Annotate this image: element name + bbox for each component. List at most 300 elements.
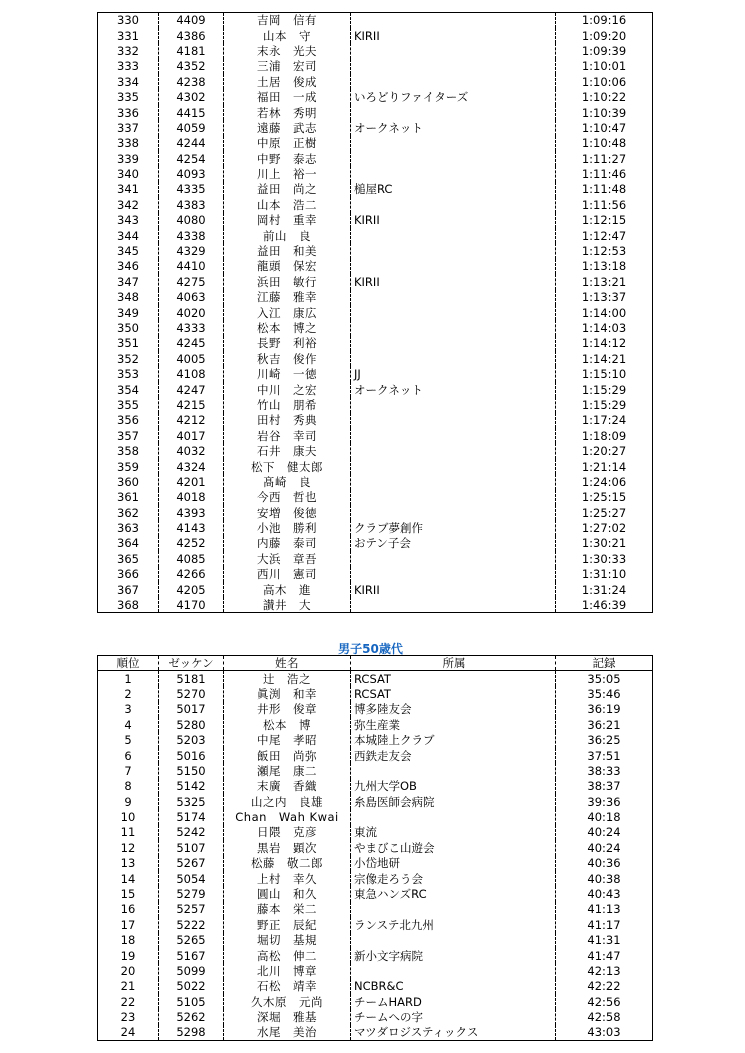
results-table-body: [98, 671, 653, 1040]
table-row: [98, 59, 653, 74]
table-row: [98, 505, 653, 520]
table-row: [98, 89, 653, 104]
cell-name: 岡村 重幸: [224, 213, 351, 228]
results-table-body: [98, 13, 653, 613]
table-row: [98, 366, 653, 381]
cell-name: 眞渕 和幸: [224, 686, 351, 701]
cell-name: 安増 俊徳: [224, 505, 351, 520]
table-row: [98, 1009, 653, 1024]
cell-time: 1:25:27: [556, 505, 653, 520]
cell-bib: 5105: [159, 994, 224, 1009]
cell-name: 長野 利裕: [224, 336, 351, 351]
cell-rank: 361: [98, 490, 159, 505]
table-row: [98, 213, 653, 228]
cell-rank: 10: [98, 809, 159, 824]
cell-bib: 4244: [159, 136, 224, 151]
cell-rank: 8: [98, 779, 159, 794]
results-table-continued: [97, 12, 653, 613]
cell-club: [351, 567, 556, 582]
cell-name: 前山 良: [224, 228, 351, 243]
cell-bib: 4063: [159, 290, 224, 305]
table-row: [98, 702, 653, 717]
header-bib: ゼッケン: [159, 656, 224, 671]
cell-time: 35:46: [556, 686, 653, 701]
cell-name: Chan Wah Kwai: [224, 809, 351, 824]
cell-time: 40:24: [556, 840, 653, 855]
cell-name: 土居 俊成: [224, 74, 351, 89]
cell-rank: 344: [98, 228, 159, 243]
cell-time: 1:12:53: [556, 243, 653, 258]
table-row: [98, 428, 653, 443]
cell-club: 西鉄走友会: [351, 748, 556, 763]
table-row: [98, 597, 653, 612]
cell-time: 1:24:06: [556, 474, 653, 489]
cell-name: 松本 博: [224, 717, 351, 732]
cell-time: 39:36: [556, 794, 653, 809]
cell-bib: 4205: [159, 582, 224, 597]
table-row: [98, 840, 653, 855]
cell-time: 1:12:15: [556, 213, 653, 228]
cell-rank: 12: [98, 840, 159, 855]
cell-club: [351, 151, 556, 166]
cell-name: 今西 哲也: [224, 490, 351, 505]
cell-name: 北川 博章: [224, 963, 351, 978]
cell-bib: 5099: [159, 963, 224, 978]
cell-club: [351, 228, 556, 243]
cell-bib: 5325: [159, 794, 224, 809]
table-row: [98, 13, 653, 28]
cell-name: 岩谷 幸司: [224, 428, 351, 443]
cell-name: 松下 健太郎: [224, 459, 351, 474]
table-row: [98, 748, 653, 763]
cell-time: 1:13:21: [556, 274, 653, 289]
table-row: [98, 994, 653, 1009]
table-header: [98, 656, 653, 671]
cell-club: いろどりファイターズ: [351, 89, 556, 104]
cell-name: 飯田 尚弥: [224, 748, 351, 763]
cell-time: 38:37: [556, 779, 653, 794]
cell-rank: 342: [98, 197, 159, 212]
cell-name: 藤本 栄二: [224, 902, 351, 917]
cell-club: RCSAT: [351, 686, 556, 701]
cell-rank: 24: [98, 1025, 159, 1040]
cell-name: 竹山 朋希: [224, 397, 351, 412]
cell-name: 野正 辰紀: [224, 917, 351, 932]
table-row: [98, 243, 653, 258]
cell-time: 38:33: [556, 763, 653, 778]
cell-time: 35:05: [556, 671, 653, 686]
cell-club: オークネット: [351, 120, 556, 135]
cell-name: 圓山 和久: [224, 886, 351, 901]
cell-rank: 16: [98, 902, 159, 917]
table-row: [98, 74, 653, 89]
cell-rank: 13: [98, 856, 159, 871]
cell-club: [351, 902, 556, 917]
cell-bib: 4266: [159, 567, 224, 582]
cell-time: 36:21: [556, 717, 653, 732]
cell-time: 1:11:46: [556, 166, 653, 181]
cell-rank: 331: [98, 28, 159, 43]
cell-bib: 5262: [159, 1009, 224, 1024]
cell-name: 遠藤 武志: [224, 120, 351, 135]
cell-club: [351, 166, 556, 181]
cell-bib: 4352: [159, 59, 224, 74]
cell-time: 1:31:10: [556, 567, 653, 582]
cell-rank: 348: [98, 290, 159, 305]
cell-rank: 335: [98, 89, 159, 104]
table-row: [98, 732, 653, 747]
cell-club: 東流: [351, 825, 556, 840]
cell-name: 吉岡 信有: [224, 13, 351, 28]
cell-club: [351, 443, 556, 458]
cell-club: チームへの字: [351, 1009, 556, 1024]
cell-club: [351, 105, 556, 120]
cell-bib: 5265: [159, 933, 224, 948]
cell-time: 42:58: [556, 1009, 653, 1024]
cell-rank: 343: [98, 213, 159, 228]
cell-rank: 21: [98, 979, 159, 994]
table-row: [98, 459, 653, 474]
cell-bib: 4032: [159, 443, 224, 458]
cell-name: 松藤 敬二郎: [224, 856, 351, 871]
cell-club: [351, 43, 556, 58]
cell-club: [351, 809, 556, 824]
cell-name: 高木 進: [224, 582, 351, 597]
cell-bib: 4108: [159, 366, 224, 381]
cell-name: 大浜 章吾: [224, 551, 351, 566]
table-row: [98, 763, 653, 778]
table-row: [98, 536, 653, 551]
cell-rank: 359: [98, 459, 159, 474]
cell-bib: 4383: [159, 197, 224, 212]
table-row: [98, 520, 653, 535]
cell-name: 高松 伸二: [224, 948, 351, 963]
cell-time: 40:18: [556, 809, 653, 824]
cell-name: 三浦 宏司: [224, 59, 351, 74]
cell-name: 中尾 孝昭: [224, 732, 351, 747]
cell-time: 37:51: [556, 748, 653, 763]
cell-club: [351, 259, 556, 274]
cell-rank: 368: [98, 597, 159, 612]
cell-time: 41:17: [556, 917, 653, 932]
cell-bib: 5267: [159, 856, 224, 871]
cell-rank: 332: [98, 43, 159, 58]
cell-time: 1:10:47: [556, 120, 653, 135]
cell-club: 槌屋RC: [351, 182, 556, 197]
table-row: [98, 197, 653, 212]
cell-time: 40:43: [556, 886, 653, 901]
cell-club: [351, 59, 556, 74]
cell-club: [351, 597, 556, 612]
cell-bib: 5242: [159, 825, 224, 840]
cell-rank: 356: [98, 413, 159, 428]
cell-club: [351, 13, 556, 28]
cell-club: KIRII: [351, 213, 556, 228]
cell-bib: 4181: [159, 43, 224, 58]
cell-name: 水尾 美治: [224, 1025, 351, 1040]
cell-time: 1:09:16: [556, 13, 653, 28]
cell-time: 1:14:00: [556, 305, 653, 320]
cell-rank: 341: [98, 182, 159, 197]
cell-rank: 345: [98, 243, 159, 258]
table-row: [98, 290, 653, 305]
cell-rank: 351: [98, 336, 159, 351]
cell-name: 内藤 泰司: [224, 536, 351, 551]
cell-time: 40:36: [556, 856, 653, 871]
table-row: [98, 136, 653, 151]
cell-rank: 2: [98, 686, 159, 701]
cell-bib: 4215: [159, 397, 224, 412]
cell-rank: 9: [98, 794, 159, 809]
table-row: [98, 320, 653, 335]
cell-name: 上村 幸久: [224, 871, 351, 886]
cell-name: 松本 博之: [224, 320, 351, 335]
cell-name: 山本 浩二: [224, 197, 351, 212]
cell-time: 1:11:56: [556, 197, 653, 212]
cell-time: 1:11:27: [556, 151, 653, 166]
cell-rank: 352: [98, 351, 159, 366]
header-rank: 順位: [98, 656, 159, 671]
cell-name: 石松 靖幸: [224, 979, 351, 994]
cell-bib: 5107: [159, 840, 224, 855]
cell-rank: 17: [98, 917, 159, 932]
cell-club: 博多陸友会: [351, 702, 556, 717]
cell-club: [351, 474, 556, 489]
cell-time: 1:21:14: [556, 459, 653, 474]
cell-name: 黒岩 顕次: [224, 840, 351, 855]
cell-name: 讃井 大: [224, 597, 351, 612]
cell-rank: 5: [98, 732, 159, 747]
cell-rank: 365: [98, 551, 159, 566]
cell-club: RCSAT: [351, 671, 556, 686]
cell-club: [351, 320, 556, 335]
cell-time: 40:38: [556, 871, 653, 886]
results-table-men-50s: [97, 655, 653, 1041]
cell-rank: 363: [98, 520, 159, 535]
cell-club: [351, 397, 556, 412]
cell-club: [351, 551, 556, 566]
cell-bib: 4393: [159, 505, 224, 520]
cell-rank: 334: [98, 74, 159, 89]
cell-rank: 14: [98, 871, 159, 886]
cell-name: 川上 裕一: [224, 166, 351, 181]
table-row: [98, 979, 653, 994]
table-row: [98, 413, 653, 428]
cell-rank: 336: [98, 105, 159, 120]
cell-time: 1:27:02: [556, 520, 653, 535]
cell-bib: 4409: [159, 13, 224, 28]
cell-time: 1:31:24: [556, 582, 653, 597]
cell-name: 小池 勝利: [224, 520, 351, 535]
table-row: [98, 351, 653, 366]
header-club: 所属: [351, 656, 556, 671]
cell-club: 新小文字病院: [351, 948, 556, 963]
table-row: [98, 43, 653, 58]
cell-name: 髙崎 良: [224, 474, 351, 489]
cell-bib: 4093: [159, 166, 224, 181]
cell-club: [351, 505, 556, 520]
cell-name: 石井 康夫: [224, 443, 351, 458]
cell-time: 43:03: [556, 1025, 653, 1040]
table-row: [98, 305, 653, 320]
table-row: [98, 567, 653, 582]
cell-rank: 19: [98, 948, 159, 963]
cell-club: [351, 459, 556, 474]
cell-rank: 357: [98, 428, 159, 443]
table-row: [98, 902, 653, 917]
cell-time: 1:46:39: [556, 597, 653, 612]
cell-name: 深堀 雅基: [224, 1009, 351, 1024]
table-row: [98, 825, 653, 840]
cell-time: 1:15:29: [556, 397, 653, 412]
cell-bib: 4017: [159, 428, 224, 443]
table-row: [98, 551, 653, 566]
cell-bib: 4335: [159, 182, 224, 197]
cell-rank: 354: [98, 382, 159, 397]
table-row: [98, 671, 653, 686]
cell-club: [351, 763, 556, 778]
cell-bib: 4252: [159, 536, 224, 551]
cell-club: [351, 933, 556, 948]
cell-time: 1:10:01: [556, 59, 653, 74]
cell-bib: 4245: [159, 336, 224, 351]
cell-club: 九州大学OB: [351, 779, 556, 794]
cell-bib: 4212: [159, 413, 224, 428]
cell-time: 1:15:10: [556, 366, 653, 381]
cell-bib: 4005: [159, 351, 224, 366]
table-row: [98, 779, 653, 794]
cell-bib: 4201: [159, 474, 224, 489]
cell-club: [351, 428, 556, 443]
table-row: [98, 336, 653, 351]
cell-time: 1:14:03: [556, 320, 653, 335]
cell-club: [351, 74, 556, 89]
cell-club: ランステ北九州: [351, 917, 556, 932]
cell-rank: 6: [98, 748, 159, 763]
cell-name: 井形 俊章: [224, 702, 351, 717]
cell-rank: 11: [98, 825, 159, 840]
cell-rank: 15: [98, 886, 159, 901]
table-row: [98, 856, 653, 871]
cell-rank: 22: [98, 994, 159, 1009]
cell-club: 東急ハンズRC: [351, 886, 556, 901]
cell-rank: 353: [98, 366, 159, 381]
cell-rank: 366: [98, 567, 159, 582]
cell-name: 田村 秀典: [224, 413, 351, 428]
cell-bib: 4238: [159, 74, 224, 89]
header-time: 記録: [556, 656, 653, 671]
cell-rank: 364: [98, 536, 159, 551]
cell-rank: 355: [98, 397, 159, 412]
table-row: [98, 963, 653, 978]
table-row: [98, 397, 653, 412]
table-row: [98, 582, 653, 597]
cell-bib: 4085: [159, 551, 224, 566]
table-row: [98, 717, 653, 732]
cell-rank: 338: [98, 136, 159, 151]
cell-bib: 4275: [159, 274, 224, 289]
cell-name: 江藤 雅幸: [224, 290, 351, 305]
cell-bib: 4333: [159, 320, 224, 335]
cell-club: マツダロジスティックス: [351, 1025, 556, 1040]
cell-rank: 347: [98, 274, 159, 289]
cell-time: 36:25: [556, 732, 653, 747]
cell-club: [351, 351, 556, 366]
cell-bib: 4410: [159, 259, 224, 274]
cell-rank: 337: [98, 120, 159, 135]
cell-time: 1:10:06: [556, 74, 653, 89]
cell-name: 龍頭 保宏: [224, 259, 351, 274]
cell-bib: 5203: [159, 732, 224, 747]
cell-time: 1:11:48: [556, 182, 653, 197]
cell-bib: 5270: [159, 686, 224, 701]
cell-time: 42:56: [556, 994, 653, 1009]
table-row: [98, 228, 653, 243]
table-row: [98, 182, 653, 197]
cell-rank: 333: [98, 59, 159, 74]
table-row: [98, 886, 653, 901]
cell-rank: 360: [98, 474, 159, 489]
cell-name: 西川 憲司: [224, 567, 351, 582]
table-row: [98, 443, 653, 458]
cell-name: 若林 秀明: [224, 105, 351, 120]
section-title: 男子50歳代: [338, 642, 403, 656]
cell-bib: 4143: [159, 520, 224, 535]
cell-time: 1:09:20: [556, 28, 653, 43]
cell-bib: 5054: [159, 871, 224, 886]
cell-name: 山本 守: [224, 28, 351, 43]
table-row: [98, 105, 653, 120]
cell-name: 中野 泰志: [224, 151, 351, 166]
cell-time: 1:20:27: [556, 443, 653, 458]
table-row: [98, 917, 653, 932]
cell-time: 1:17:24: [556, 413, 653, 428]
cell-name: 入江 康広: [224, 305, 351, 320]
table-row: [98, 809, 653, 824]
cell-time: 1:10:48: [556, 136, 653, 151]
cell-bib: 5142: [159, 779, 224, 794]
cell-club: [351, 243, 556, 258]
cell-bib: 4080: [159, 213, 224, 228]
cell-rank: 330: [98, 13, 159, 28]
cell-bib: 5174: [159, 809, 224, 824]
cell-rank: 350: [98, 320, 159, 335]
cell-bib: 5022: [159, 979, 224, 994]
cell-rank: 20: [98, 963, 159, 978]
cell-name: 中川 之宏: [224, 382, 351, 397]
cell-name: 久木原 元尚: [224, 994, 351, 1009]
table-row: [98, 166, 653, 181]
cell-time: 41:47: [556, 948, 653, 963]
cell-time: 1:12:47: [556, 228, 653, 243]
cell-club: 弥生産業: [351, 717, 556, 732]
cell-bib: 4254: [159, 151, 224, 166]
header-name: 姓名: [224, 656, 351, 671]
cell-bib: 5298: [159, 1025, 224, 1040]
cell-bib: 5167: [159, 948, 224, 963]
cell-club: オークネット: [351, 382, 556, 397]
cell-bib: 5222: [159, 917, 224, 932]
cell-club: JJ: [351, 366, 556, 381]
cell-bib: 4386: [159, 28, 224, 43]
table-row: [98, 274, 653, 289]
cell-bib: 5279: [159, 886, 224, 901]
cell-rank: 3: [98, 702, 159, 717]
cell-club: [351, 413, 556, 428]
cell-bib: 4059: [159, 120, 224, 135]
cell-name: 益田 尚之: [224, 182, 351, 197]
cell-bib: 5280: [159, 717, 224, 732]
